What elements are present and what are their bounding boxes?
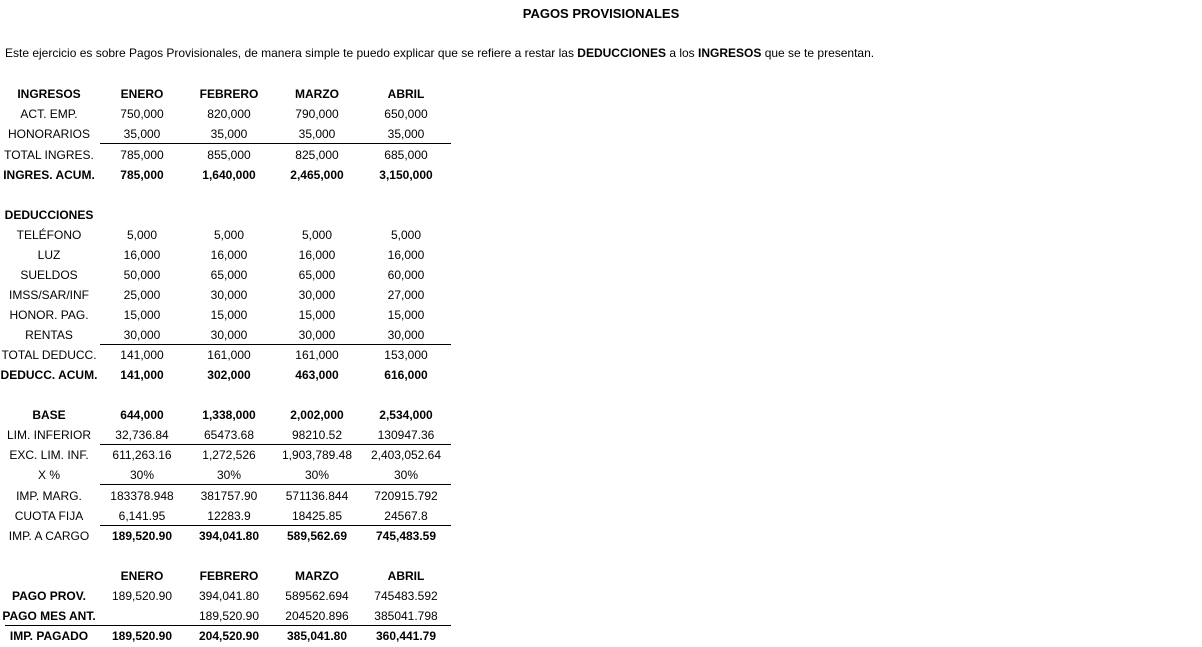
cell-marzo: MARZO — [295, 87, 339, 101]
cell-marzo: 98210.52 — [291, 428, 343, 442]
cell-febrero: 1,272,526 — [202, 448, 256, 462]
cell-abril: 685,000 — [384, 148, 428, 162]
intro-text-2: a los — [665, 46, 698, 60]
intro-paragraph — [5, 46, 874, 60]
cell-enero — [100, 606, 184, 626]
row-label: HONOR. PAG. — [9, 308, 89, 322]
row-label: IMP. PAGADO — [9, 629, 89, 643]
cell-febrero: 5,000 — [213, 228, 245, 242]
deducciones-header-row — [0, 205, 460, 225]
row-label: INGRESOS — [17, 87, 81, 101]
table-row-act-emp — [0, 104, 460, 124]
row-label: TOTAL DEDUCC. — [1, 348, 97, 362]
cell-abril: 60,000 — [387, 268, 425, 282]
cell-febrero: 302,000 — [207, 368, 251, 382]
sum-divider — [100, 143, 451, 144]
table-row-total-deduc — [0, 345, 460, 365]
cell-abril: ABRIL — [387, 569, 425, 583]
cell-febrero: 394,041.80 — [198, 589, 260, 603]
cell-febrero: 1,338,000 — [202, 408, 256, 422]
cell-enero: 25,000 — [123, 288, 161, 302]
cell-abril: ABRIL — [387, 87, 425, 101]
cell-abril: 30,000 — [387, 328, 425, 342]
table-row-deduc-acum — [0, 365, 460, 385]
intro-text-1: Este ejercicio es sobre Pagos Provisionales, de manera simple te puedo explicar que se refiere a restar las — [5, 46, 578, 60]
cell-abril: 153,000 — [384, 348, 428, 362]
cell-marzo: 18425.85 — [291, 509, 343, 523]
table-row-lim-inferior — [0, 425, 460, 445]
cell-enero: 189,520.90 — [111, 529, 173, 543]
cell-febrero: 16,000 — [210, 248, 248, 262]
table-row-cuota-fija — [0, 506, 460, 526]
cell-febrero: 30,000 — [210, 288, 248, 302]
cell-marzo: 385,041.80 — [286, 629, 348, 643]
row-label: LIM. INFERIOR — [6, 428, 91, 442]
cell-marzo: 15,000 — [298, 308, 336, 322]
cell-marzo: 571136.844 — [285, 489, 349, 503]
cell-abril: 720915.792 — [374, 489, 438, 503]
row-label: TELÉFONO — [16, 228, 82, 242]
page-title: PAGOS PROVISIONALES — [522, 6, 680, 21]
cell-abril: 3,150,000 — [379, 168, 433, 182]
table-row-base — [0, 405, 460, 425]
cell-marzo: MARZO — [295, 569, 339, 583]
cell-enero: 141,000 — [120, 368, 164, 382]
cell-marzo: 30,000 — [298, 328, 336, 342]
cell-abril: 2,534,000 — [379, 408, 433, 422]
cell-marzo: 463,000 — [295, 368, 339, 382]
table-row-imp-marg — [0, 486, 460, 506]
ingresos-header-row — [0, 84, 460, 104]
cell-marzo: 825,000 — [295, 148, 339, 162]
cell-enero: ENERO — [120, 87, 164, 101]
cell-febrero: 30,000 — [210, 328, 248, 342]
cell-enero: 141,000 — [120, 348, 164, 362]
cell-abril: 16,000 — [387, 248, 425, 262]
row-label: SUELDOS — [20, 268, 78, 282]
cell-enero: 32,736.84 — [115, 428, 169, 442]
row-label: IMSS/SAR/INF — [8, 288, 89, 302]
row-label: RENTAS — [25, 328, 73, 342]
cell-febrero: 381757.90 — [200, 489, 258, 503]
cell-abril: 24567.8 — [384, 509, 428, 523]
sum-divider — [100, 484, 451, 485]
cell-febrero: 12283.9 — [207, 509, 251, 523]
row-label: DEDUCC. ACUM. — [0, 368, 98, 382]
cell-enero: 189,520.90 — [111, 589, 173, 603]
cell-abril: 2,403,052.64 — [370, 448, 442, 462]
row-label: BASE — [32, 408, 66, 422]
row-label: PAGO MES ANT. — [2, 609, 96, 623]
cell-abril: 650,000 — [384, 107, 428, 121]
cell-abril: 745483.592 — [374, 589, 438, 603]
row-label: INGRES. ACUM. — [3, 168, 95, 182]
cell-marzo: 790,000 — [295, 107, 339, 121]
cell-enero: 5,000 — [126, 228, 158, 242]
cell-febrero: FEBRERO — [199, 87, 259, 101]
cell-febrero: 820,000 — [207, 107, 251, 121]
cell-enero: 6,141.95 — [118, 509, 166, 523]
table-row-imp-pagado — [0, 626, 460, 646]
cell-enero: 611,263.16 — [112, 448, 172, 462]
table-row-total-ingres — [0, 145, 460, 165]
row-label: PAGO PROV. — [11, 589, 87, 603]
cell-abril: 5,000 — [390, 228, 422, 242]
cell-marzo: 2,465,000 — [290, 168, 344, 182]
cell-marzo: 5,000 — [301, 228, 333, 242]
cell-febrero: 1,640,000 — [202, 168, 256, 182]
row-label: LUZ — [37, 248, 61, 262]
table-row-exc-lim-inf — [0, 445, 460, 465]
cell-abril: 745,483.59 — [375, 529, 437, 543]
table-row-imss — [0, 285, 460, 305]
row-label: ACT. EMP. — [20, 107, 78, 121]
cell-febrero: 161,000 — [207, 348, 251, 362]
pagos-header-row — [0, 566, 460, 586]
cell-enero: 785,000 — [120, 168, 164, 182]
cell-marzo: 204520.896 — [285, 609, 349, 623]
table-row-x-pct — [0, 465, 460, 485]
table-row-pago-prov — [0, 586, 460, 606]
cell-enero: 189,520.90 — [111, 629, 173, 643]
cell-abril: 27,000 — [387, 288, 425, 302]
table-row-rentas — [0, 325, 460, 345]
cell-abril: 616,000 — [384, 368, 428, 382]
row-label: EXC. LIM. INF. — [9, 448, 89, 462]
row-label: TOTAL INGRES. — [4, 148, 94, 162]
cell-marzo: 65,000 — [298, 268, 336, 282]
cell-enero: ENERO — [120, 569, 164, 583]
row-label: DEDUCCIONES — [4, 208, 94, 222]
cell-marzo: 35,000 — [298, 127, 336, 141]
cell-abril: 130947.36 — [377, 428, 435, 442]
cell-abril: 360,441.79 — [375, 629, 437, 643]
intro-bold-deducciones: DEDUCCIONES — [577, 46, 666, 60]
table-row-pago-mes-ant — [0, 606, 460, 626]
cell-marzo: 161,000 — [295, 348, 339, 362]
row-label: IMP. A CARGO — [8, 529, 90, 543]
cell-enero: 183378.948 — [110, 489, 174, 503]
cell-abril: 385041.798 — [374, 609, 438, 623]
cell-enero: 30% — [129, 468, 155, 482]
table-row-imp-cargo — [0, 526, 460, 546]
cell-febrero: 394,041.80 — [198, 529, 260, 543]
cell-febrero: 30% — [216, 468, 242, 482]
cell-marzo: 589562.694 — [285, 589, 349, 603]
cell-abril: 30% — [393, 468, 419, 482]
cell-marzo: 30,000 — [298, 288, 336, 302]
cell-febrero: 35,000 — [210, 127, 248, 141]
table-row-luz — [0, 245, 460, 265]
cell-enero: 15,000 — [123, 308, 161, 322]
cell-marzo: 16,000 — [298, 248, 336, 262]
cell-enero: 50,000 — [123, 268, 161, 282]
cell-marzo: 2,002,000 — [290, 408, 344, 422]
cell-enero: 644,000 — [120, 408, 164, 422]
cell-enero: 785,000 — [120, 148, 164, 162]
cell-febrero: 15,000 — [210, 308, 248, 322]
cell-enero: 30,000 — [123, 328, 161, 342]
cell-abril: 15,000 — [387, 308, 425, 322]
cell-marzo: 1,903,789.48 — [281, 448, 353, 462]
table-row-honor-pag — [0, 305, 460, 325]
cell-marzo: 30% — [304, 468, 330, 482]
cell-febrero: 65473.68 — [203, 428, 255, 442]
cell-enero: 35,000 — [123, 127, 161, 141]
cell-febrero: FEBRERO — [199, 569, 259, 583]
intro-bold-ingresos: INGRESOS — [698, 46, 762, 60]
cell-abril: 35,000 — [387, 127, 425, 141]
table-row-ingres-acum — [0, 165, 460, 185]
cell-febrero: 65,000 — [210, 268, 248, 282]
row-label: IMP. MARG. — [16, 489, 82, 503]
row-label: HONORARIOS — [7, 127, 90, 141]
cell-febrero: 204,520.90 — [198, 629, 260, 643]
cell-febrero: 855,000 — [207, 148, 251, 162]
table-row-sueldos — [0, 265, 460, 285]
cell-febrero: 189,520.90 — [198, 609, 260, 623]
intro-text-3: que se te presentan. — [761, 46, 875, 60]
table-row-honorarios — [0, 124, 460, 144]
row-label: CUOTA FIJA — [14, 509, 84, 523]
cell-enero: 16,000 — [123, 248, 161, 262]
table-row-telefono — [0, 225, 460, 245]
cell-enero: 750,000 — [120, 107, 164, 121]
row-label: X % — [37, 468, 60, 482]
cell-marzo: 589,562.69 — [286, 529, 348, 543]
